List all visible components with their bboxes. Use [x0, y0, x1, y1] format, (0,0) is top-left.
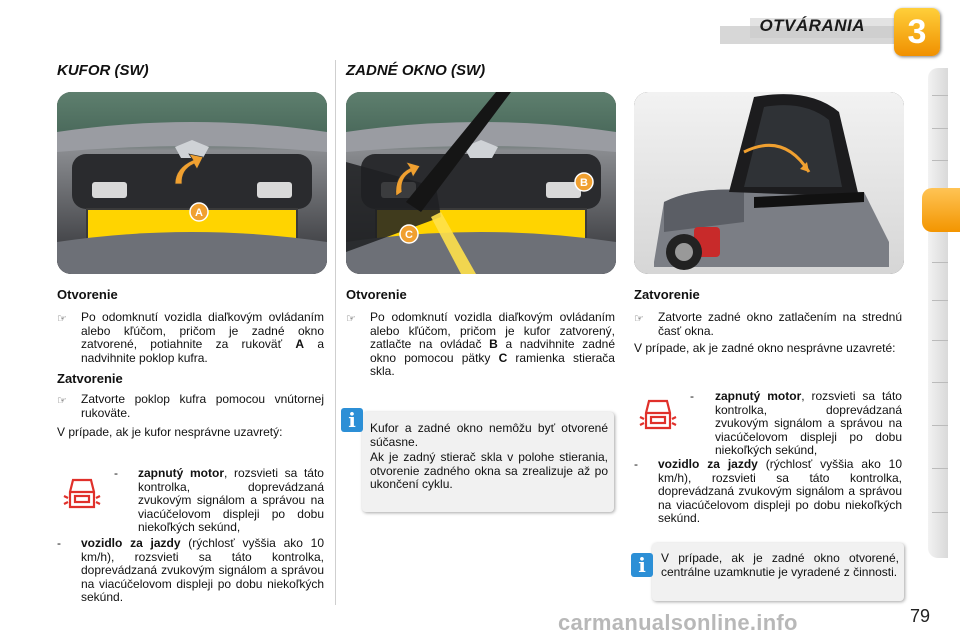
open-rear-window-photo: [634, 92, 904, 274]
dash: -: [690, 389, 694, 403]
watermark: carmanualsonline.info: [558, 610, 798, 635]
open-instructions: [81, 311, 324, 365]
close-heading: Zatvorenie: [57, 371, 123, 386]
warning-intro: V prípade, ak je kufor nesprávne uzavretý:: [57, 425, 283, 439]
dash: -: [634, 457, 638, 471]
info-text-1: Kufor a zadné okno nemôžu byť otvorené súčasne.: [370, 421, 608, 449]
chapter-badge: 3: [894, 8, 940, 56]
open-bold-b: B: [489, 337, 498, 351]
trunk-open-warning-icon: [62, 474, 102, 514]
column-divider: [335, 60, 336, 605]
engine-on-item: [138, 467, 324, 535]
close-heading: Zatvorenie: [634, 287, 700, 302]
label-b-text: B: [580, 177, 588, 189]
open-heading: Otvorenie: [346, 287, 407, 302]
driving-text: (rýchlosť vyššia ako 10 km/h), rozsvieti sa táto kontrolka, doprevádzaná zvukovým signálom a správou na viacúčelovom displeji po dobu niekoľkých sekúnd.: [81, 536, 325, 604]
dash: -: [57, 536, 61, 550]
open-tail: a nadvihnite poklop kufra.: [81, 337, 324, 365]
engine-on-text: , rozsvieti sa táto kontrolka, doprevádzaná zvukovým signálom a správou na viacúčelovom displeji po dobu niekoľkých sekúnd,: [138, 466, 324, 534]
rear-window-button-photo: [346, 92, 616, 274]
driving-item: [658, 458, 902, 526]
engine-on-bold: zapnutý motor: [715, 389, 802, 403]
tab-divider: [932, 300, 948, 301]
engine-on-item: [715, 390, 902, 458]
hand-bullet-icon: ☞: [57, 313, 67, 325]
open-mid: a nadvihnite zadné okno pomocou pätky: [370, 337, 615, 365]
tab-divider: [932, 340, 948, 341]
driving-text: (rýchlosť vyššia ako 10 km/h), rozsvieti sa táto kontrolka, doprevádzaná zvukovým signálom a správou na viacúčelovom displeji po dobu niekoľkých sekúnd.: [658, 457, 902, 525]
tab-divider: [932, 262, 948, 263]
hand-bullet-icon: ☞: [634, 313, 644, 325]
open-text: Po odomknutí vozidla diaľkovým ovládaním alebo kľúčom, pričom je zadné okno zatvorené, potiahnite za rukoväť: [81, 310, 324, 351]
section-title-trunk: KUFOR (SW): [57, 62, 149, 79]
info-text-2: Ak je zadný stierač skla v polohe stierania, otvorenie zadného okna sa zrealizuje až po ukončení cyklu.: [370, 450, 608, 491]
engine-on-bold: zapnutý motor: [138, 466, 224, 480]
tab-divider: [932, 425, 948, 426]
trunk-handle-photo: [57, 92, 327, 274]
tab-divider: [932, 468, 948, 469]
open-text: Po odomknutí vozidla diaľkovým ovládaním alebo kľúčom, pričom je kufor zatvorený, zatlačte na ovládač: [370, 310, 615, 351]
label-a-text: A: [195, 207, 203, 219]
open-bold-c: C: [498, 350, 508, 365]
label-c-text: C: [405, 229, 413, 241]
tab-divider: [932, 95, 948, 96]
close-instructions: Zatvorte poklop kufra pomocou vnútornej rukoväte.: [81, 392, 324, 420]
tab-divider: [932, 128, 948, 129]
page-title: OTVÁRANIA: [759, 16, 865, 35]
dash: -: [114, 466, 118, 480]
hand-bullet-icon: ☞: [57, 395, 67, 407]
engine-on-text: , rozsvieti sa táto kontrolka, doprevádzaná zvukovým signálom a správou na viacúčelovom displeji po dobu niekoľkých sekúnd,: [715, 389, 902, 457]
tab-divider: [932, 512, 948, 513]
hand-bullet-icon: ☞: [346, 313, 356, 325]
tab-divider: [932, 382, 948, 383]
info-icon: i: [631, 553, 653, 577]
open-bold-a: A: [295, 337, 305, 351]
rear-window-open-warning-icon: [638, 395, 678, 435]
warning-intro: V prípade, ak je zadné okno nesprávne uzavreté:: [634, 341, 896, 355]
info-icon: i: [341, 408, 363, 432]
page-number: 79: [909, 606, 930, 626]
side-tab-strip: [928, 68, 948, 558]
open-heading: Otvorenie: [57, 287, 118, 302]
tab-divider: [932, 160, 948, 161]
open-tail: ramienka stierača skla.: [370, 350, 615, 378]
rear-window-open-instructions: [370, 311, 615, 379]
driving-bold: vozidlo za jazdy: [81, 536, 181, 550]
info-text-central-locking: V prípade, ak je zadné okno otvorené, centrálne uzamknutie je vyradené z činnosti.: [661, 551, 899, 579]
driving-bold: vozidlo za jazdy: [658, 457, 758, 471]
section-title-rear-window: ZADNÉ OKNO (SW): [346, 62, 486, 79]
driving-item: [81, 537, 324, 605]
rear-window-close-instructions: Zatvorte zadné okno zatlačením na strednú časť okna.: [658, 310, 902, 338]
active-chapter-tab: [922, 188, 960, 232]
